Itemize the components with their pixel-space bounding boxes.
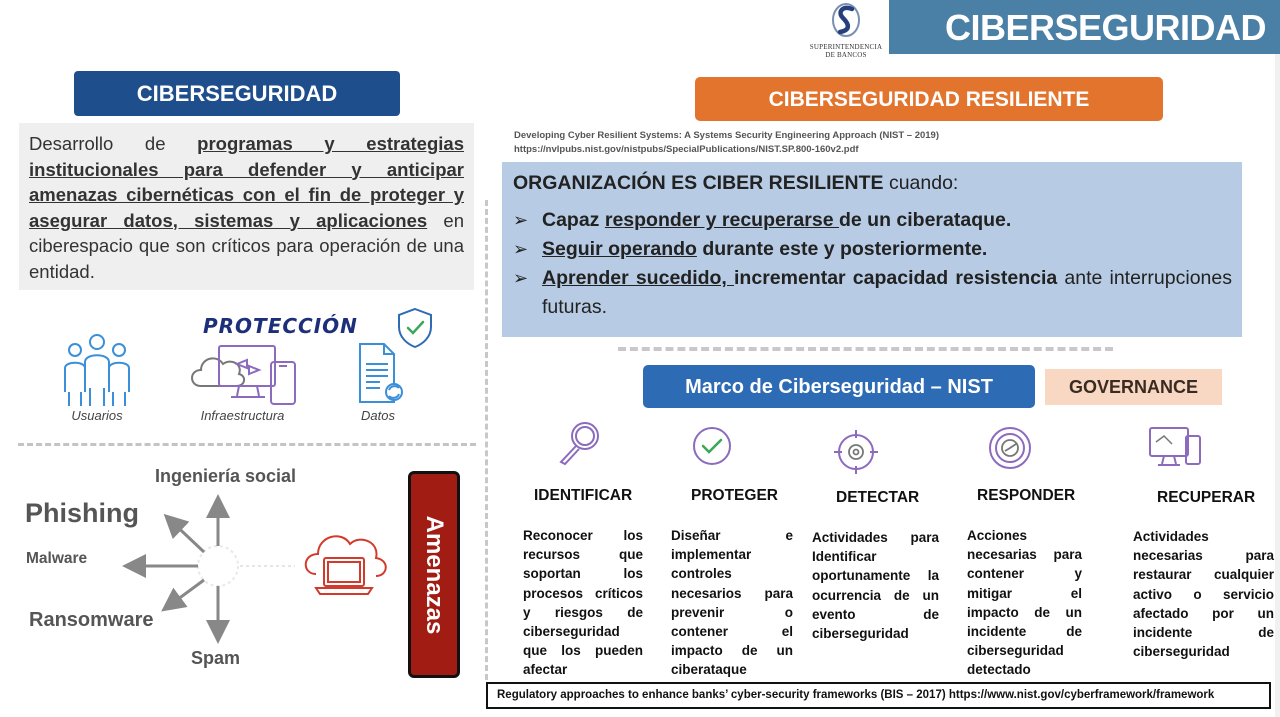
threat-malware: Malware [26,550,88,567]
cloud-laptop-icon [300,522,392,604]
right-horizontal-divider [618,347,1113,351]
function-desc-last: ciberseguridad [812,626,909,642]
threat-ransomware: Ransomware [29,609,154,631]
function-title-proteger: PROTEGER [691,487,778,504]
resilience-item-post: durante este y posteriormente. [696,238,988,260]
users-icon [61,332,133,408]
resilience-item [513,235,1232,264]
resilience-title-normal: cuando: [883,172,959,194]
amenazas-label: Amenazas [421,515,448,634]
arrow-bullet-icon: ➢ [513,210,529,230]
function-desc-responder [967,526,1082,680]
function-desc-last: detectado [967,662,1031,678]
function-title-recuperar: RECUPERAR [1157,489,1256,506]
superintendencia-logo [803,2,889,58]
asset-datos [345,342,411,423]
definition-box [19,123,474,290]
resilience-title-bold: ORGANIZACIÓN ES CIBER RESILIENTE [513,172,884,194]
resilience-item [513,264,1232,322]
asset-label-infraestructura: Infraestructura [200,408,285,423]
right-edge-strip [1275,54,1280,717]
asset-usuarios [52,332,142,423]
target-gear-icon [832,428,880,476]
resilience-item-post: incrementar capacidad resistencia [734,267,1058,289]
asset-infraestructura [180,342,305,423]
proteccion-title: PROTECCIÓN [203,314,358,338]
definition-intro: Desarrollo de [29,133,198,154]
infrastructure-icon [187,342,299,408]
function-desc-text: Reconocer los recursos que soportan los procesos críticos y riesgos de ciberseguridad que los pueden [523,528,643,659]
ciberseguridad-resiliente-heading: CIBERSEGURIDAD RESILIENTE [695,77,1163,121]
function-title-responder: RESPONDER [977,487,1076,504]
governance-label: GOVERNANCE [1045,369,1222,405]
asset-label-usuarios: Usuarios [71,408,123,423]
nist-reference [514,129,939,157]
function-desc-recuperar [1133,527,1274,661]
ciberseguridad-heading: CIBERSEGURIDAD [74,71,400,116]
logo-text-line1: SUPERINTENDENCIA [809,43,883,51]
nist-reference-url: https://nvlpubs.nist.gov/nistpubs/SpecialPublications/NIST.SP.800-160v2.pdf [514,144,859,155]
resilience-item [513,206,1232,235]
function-title-detectar: DETECTAR [836,489,920,506]
function-desc-proteger [671,526,793,680]
nist-reference-title: Developing Cyber Resilient Systems: A Systems Security Engineering Approach (NIST – 2019) [514,130,939,141]
left-horizontal-divider [18,443,476,446]
vertical-divider [485,200,488,680]
function-desc-text: Actividades necesarias para restaurar cualquier activo o servicio afectado por un incidente de [1133,529,1274,641]
threat-spam: Spam [191,648,241,668]
data-document-icon [348,342,408,408]
logo-text-line2: DE BANCOS [825,51,867,59]
response-circle-icon [986,424,1034,472]
asset-label-datos: Datos [361,408,395,423]
resilience-item-underlined: Aprender sucedido, [542,267,735,289]
function-desc-last: afectar [523,662,568,678]
devices-icon [1148,424,1204,468]
function-desc-last: ciberseguridad [1133,644,1230,660]
resilience-item-underlined: Seguir operando [542,238,697,260]
function-desc-last: ciberataque [671,662,747,678]
bis-reference-box: Regulatory approaches to enhance banks’ cyber-security frameworks (BIS – 2017) https://www.nist.gov/cyberframework/framework [486,682,1271,709]
arrow-bullet-icon: ➢ [513,268,529,288]
function-desc-text: Acciones necesarias para contener y mitigar el impacto de un incidente de ciberseguridad [967,528,1082,659]
function-desc-text: Diseñar e implementar controles necesarios para prevenir o contener el impacto de un [671,528,793,659]
function-desc-text: Actividades para Identificar oportunamente la ocurrencia de un evento de [812,530,939,622]
threat-ingenieria-social: Ingeniería social [155,466,297,486]
resilience-box [502,162,1242,337]
resilience-title [513,171,1232,195]
resilience-item-post: de un ciberataque. [838,209,1012,231]
page-title-banner: CIBERSEGURIDAD [889,0,1280,54]
definition-emphasis: programas y estrategias institucionales para defender y anticipar amenazas cibernéticas con el fin de proteger y asegurar datos, sistemas y aplicaciones [29,133,464,231]
resilience-item-underlined: responder y recuperarse [604,209,839,231]
nist-framework-heading: Marco de Ciberseguridad – NIST [643,365,1035,408]
definition-end: en ciberespacio que son críticos para operación de una entidad. [29,209,464,282]
function-title-identificar: IDENTIFICAR [534,487,633,504]
resilience-item-tail: ante interrupciones futuras. [542,267,1232,318]
amenazas-banner [408,471,460,678]
check-circle-icon [690,424,734,468]
function-desc-detectar [812,528,939,643]
function-desc-identificar [523,526,643,680]
logo-s-icon [831,2,861,38]
magnifier-icon [555,418,605,466]
arrow-bullet-icon: ➢ [513,239,529,259]
resilience-list [513,206,1232,322]
resilience-item-pre: Capaz [542,209,605,231]
threat-phishing: Phishing [25,498,139,528]
